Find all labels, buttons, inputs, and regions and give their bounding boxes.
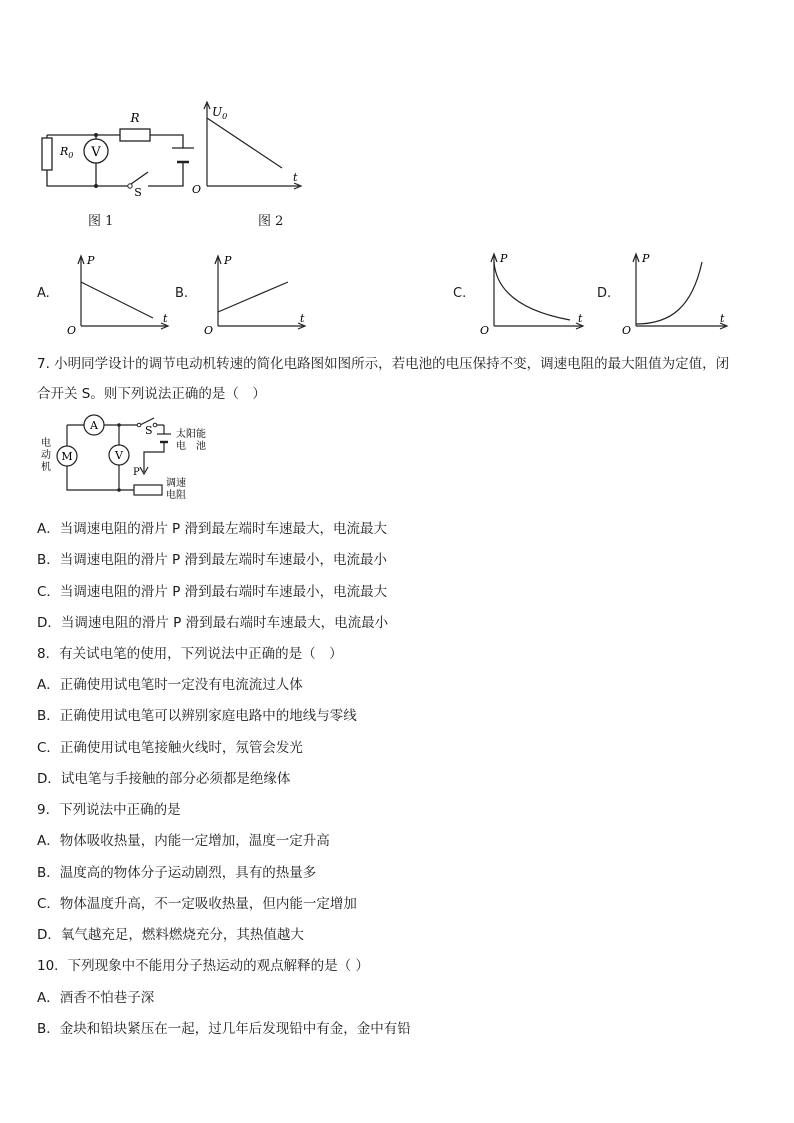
q10-option-a: A．酒香不怕巷子深 (37, 990, 155, 1006)
q7-option-a: A．当调速电阻的滑片 P 滑到最左端时车速最大，电流最大 (37, 521, 387, 537)
q8-option-d: D．试电笔与手接触的部分必须都是绝缘体 (37, 771, 291, 787)
battery-label-1: 太阳能 (176, 429, 206, 440)
figure2-caption: 图 2 (258, 214, 284, 229)
switch-label: S (145, 424, 153, 437)
svg-text:动: 动 (41, 450, 51, 461)
q9-option-b: B．温度高的物体分子运动剧烈，具有的热量多 (37, 865, 317, 881)
option-b-curve (218, 282, 288, 312)
figure2-graph (190, 96, 310, 196)
q7-option-c: C．当调速电阻的滑片 P 滑到最右端时车速最小，电流最大 (37, 584, 388, 600)
svg-text:t: t (300, 312, 305, 325)
svg-text:t: t (578, 312, 583, 325)
option-a-curve (81, 282, 153, 318)
t-axis-label: t (293, 171, 298, 184)
option-d-letter: D. (597, 286, 612, 301)
r-label: R (130, 111, 140, 125)
svg-text:机: 机 (41, 462, 51, 473)
option-a-graph (63, 250, 173, 335)
svg-text:电: 电 (41, 438, 51, 449)
q8-stem: 8．有关试电笔的使用，下列说法中正确的是（ ） (37, 646, 343, 662)
option-b-graph (200, 250, 310, 335)
q7-motor-circuit (36, 412, 206, 504)
svg-text:P: P (224, 254, 232, 267)
option-c-graph (476, 248, 588, 335)
resistor-label-1: 调速 (166, 478, 186, 489)
slider-label: P (133, 467, 140, 478)
battery-label-2: 电 池 (176, 441, 206, 452)
svg-text:O: O (67, 324, 77, 335)
r0-label: $R_0$ (60, 145, 74, 160)
q8-option-a: A．正确使用试电笔时一定没有电流流过人体 (37, 677, 303, 693)
motor-label: M (61, 450, 73, 463)
q10-stem: 10．下列现象中不能用分子热运动的观点解释的是（ ） (37, 958, 369, 974)
q7-option-b: B．当调速电阻的滑片 P 滑到最左端时车速最小，电流最小 (37, 552, 387, 568)
u0-axis-label: $U_0$ (212, 105, 228, 121)
option-a-letter: A. (37, 286, 50, 301)
svg-text:t: t (163, 312, 168, 325)
origin-label: O (192, 183, 202, 196)
q9-option-a: A．物体吸收热量，内能一定增加，温度一定升高 (37, 833, 330, 849)
q9-option-c: C．物体温度升高，不一定吸收热量，但内能一定增加 (37, 896, 357, 912)
q7-option-d: D．当调速电阻的滑片 P 滑到最右端时车速最大，电流最小 (37, 615, 389, 631)
q9-stem: 9．下列说法中正确的是 (37, 802, 181, 818)
u0-decreasing-line (207, 118, 282, 168)
svg-text:O: O (622, 324, 632, 335)
svg-text:P: P (500, 252, 508, 265)
q8-option-b: B．正确使用试电笔可以辨别家庭电路中的地线与零线 (37, 708, 357, 724)
figure1-circuit (38, 108, 198, 198)
svg-text:P: P (642, 252, 650, 265)
option-d-graph (620, 248, 732, 335)
option-b-letter: B. (175, 286, 189, 301)
q10-option-b: B．金块和铅块紧压在一起，过几年后发现铅中有金，金中有铅 (37, 1021, 411, 1037)
q7-stem-line1: 7. 小明同学设计的调节电动机转速的简化电路图如图所示，若电池的电压保持不变，调速电阻的最大阻值为定值，闭 (37, 356, 730, 372)
q8-option-c: C．正确使用试电笔接触火线时，氖管会发光 (37, 740, 303, 756)
svg-text:P: P (87, 254, 95, 267)
svg-text:O: O (480, 324, 490, 335)
q9-option-d: D．氧气越充足，燃料燃烧充分，其热值越大 (37, 927, 304, 943)
option-c-curve (494, 262, 570, 320)
switch-label: S (134, 186, 142, 198)
figure1-caption: 图 1 (88, 214, 114, 229)
option-c-letter: C. (453, 286, 467, 301)
option-d-curve (636, 262, 702, 324)
q7-stem-line2: 合开关 S。则下列说法正确的是（ ） (37, 386, 266, 402)
svg-text:O: O (204, 324, 214, 335)
voltmeter-label: V (115, 449, 123, 462)
resistor-label-2: 电阻 (166, 490, 186, 501)
voltmeter-label: V (91, 145, 101, 160)
svg-text:t: t (720, 312, 725, 325)
ammeter-label: A (90, 419, 98, 432)
